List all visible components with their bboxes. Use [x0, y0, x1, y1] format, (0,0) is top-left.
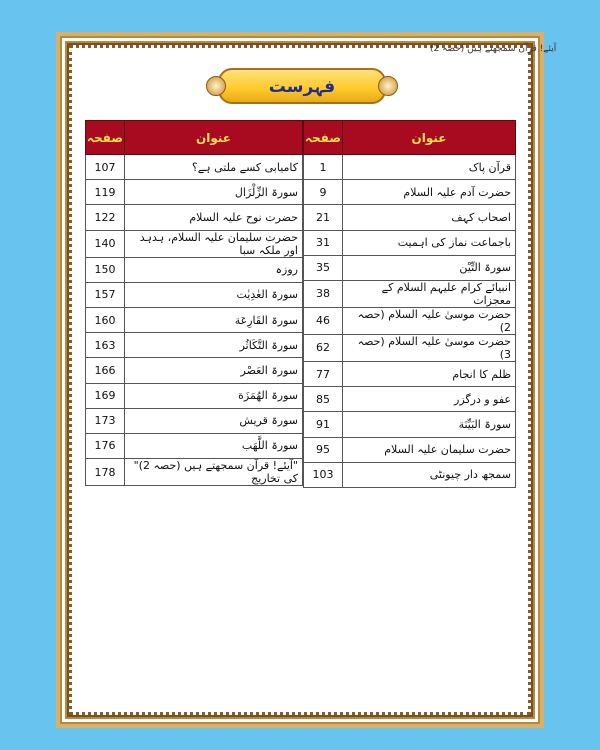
toc-entry-page: 176 [86, 433, 125, 458]
table-row [304, 412, 516, 437]
toc-entry-page: 95 [304, 437, 343, 462]
toc-entry-page: 21 [304, 205, 343, 230]
toc-entry-page: 119 [86, 180, 125, 205]
table-row [86, 180, 303, 205]
toc-entry-page: 103 [304, 462, 343, 487]
table-row [304, 155, 516, 180]
toc-entry-page: 35 [304, 255, 343, 280]
toc-entry-title: سمجھ دار چیونٹی [342, 462, 515, 487]
toc-entry-page: 1 [304, 155, 343, 180]
toc-entry-title: روزہ [124, 257, 302, 282]
toc-entry-page: 160 [86, 307, 125, 332]
toc-entry-page: 46 [304, 307, 343, 334]
table-row [86, 155, 303, 180]
toc-entry-page: 178 [86, 459, 125, 486]
table-row [304, 437, 516, 462]
toc-entry-title: سورۃ الھُمَزَة [124, 383, 302, 408]
toc-entry-page: 173 [86, 408, 125, 433]
toc-entry-title: سورۃ التِّیْن [342, 255, 515, 280]
toc-entry-title: اصحاب کہف [342, 205, 515, 230]
table-row [86, 433, 303, 458]
table-row [86, 230, 303, 257]
table-row [86, 459, 303, 486]
toc-entry-title: قرآن پاک [342, 155, 515, 180]
table-row [304, 334, 516, 361]
toc-entry-title: ظلم کا انجام [342, 361, 515, 386]
toc-entry-title: عفو و درگزر [342, 387, 515, 412]
toc-entry-page: 122 [86, 205, 125, 230]
table-row [86, 358, 303, 383]
column-header-page: صفحہ [86, 121, 125, 155]
toc-entry-title: سورۃ قریش [124, 408, 302, 433]
toc-entry-title: حضرت نوح علیہ السلام [124, 205, 302, 230]
toc-entry-page: 169 [86, 383, 125, 408]
table-row [304, 230, 516, 255]
column-header-page: صفحہ [304, 121, 343, 155]
table-row [86, 408, 303, 433]
toc-entry-page: 91 [304, 412, 343, 437]
toc-entry-page: 140 [86, 230, 125, 257]
toc-entry-page: 77 [304, 361, 343, 386]
table-row [86, 257, 303, 282]
toc-entry-title: حضرت موسیٰ علیہ السلام (حصہ 3) [342, 334, 515, 361]
toc-entry-page: 150 [86, 257, 125, 282]
table-row [86, 307, 303, 332]
toc-entry-page: 85 [304, 387, 343, 412]
toc-entry-title: حضرت آدم علیہ السلام [342, 180, 515, 205]
toc-entry-title: سورۃ التَّکَاثُر [124, 333, 302, 358]
table-row [304, 361, 516, 386]
table-row [304, 205, 516, 230]
toc-entry-title: حضرت سلیمان علیہ السلام، ہدہد اور ملکہ سبا [124, 230, 302, 257]
column-header-title: عنوان [342, 121, 515, 155]
toc-entry-title: انبیائے کرام علیہم السلام کے معجزات [342, 280, 515, 307]
page-title: فہرست [268, 76, 336, 97]
toc-entry-page: 9 [304, 180, 343, 205]
title-banner [218, 68, 386, 104]
table-row [86, 333, 303, 358]
toc-entry-title: سورۃ اللَّھَب [124, 433, 302, 458]
toc-table-right [303, 120, 516, 488]
toc-entry-title: سورۃ العٰدِیٰت [124, 282, 302, 307]
table-row [304, 462, 516, 487]
toc-entry-page: 157 [86, 282, 125, 307]
running-header: آیئے! قرآن سمجھتے ہیں (حصہ 2) [430, 44, 557, 54]
toc-entry-title: سورۃ البَیِّنَة [342, 412, 515, 437]
toc-entry-page: 31 [304, 230, 343, 255]
toc-entry-page: 163 [86, 333, 125, 358]
toc-entry-title: "آیئے! قرآن سمجھتے ہیں (حصہ 2)" کی تخاریج [124, 459, 302, 486]
toc-entry-title: باجماعت نماز کی اہمیت [342, 230, 515, 255]
table-row [304, 180, 516, 205]
toc-entry-page: 107 [86, 155, 125, 180]
toc-entry-page: 38 [304, 280, 343, 307]
table-row [86, 205, 303, 230]
toc-entry-title: سورۃ القَارِعَة [124, 307, 302, 332]
toc-entry-title: سورۃ الزِّلْزَال [124, 180, 302, 205]
table-row [86, 383, 303, 408]
table-row [304, 307, 516, 334]
toc-entry-title: حضرت سلیمان علیہ السلام [342, 437, 515, 462]
table-row [304, 387, 516, 412]
toc-entry-page: 166 [86, 358, 125, 383]
toc-entry-title: سورۃ العَصْر [124, 358, 302, 383]
toc-entry-page: 62 [304, 334, 343, 361]
table-row [86, 282, 303, 307]
toc-table-left [85, 120, 303, 486]
column-header-title: عنوان [124, 121, 302, 155]
table-row [304, 280, 516, 307]
toc-entry-title: حضرت موسیٰ علیہ السلام (حصہ 2) [342, 307, 515, 334]
table-row [304, 255, 516, 280]
toc-entry-title: کامیابی کسے ملتی ہے؟ [124, 155, 302, 180]
